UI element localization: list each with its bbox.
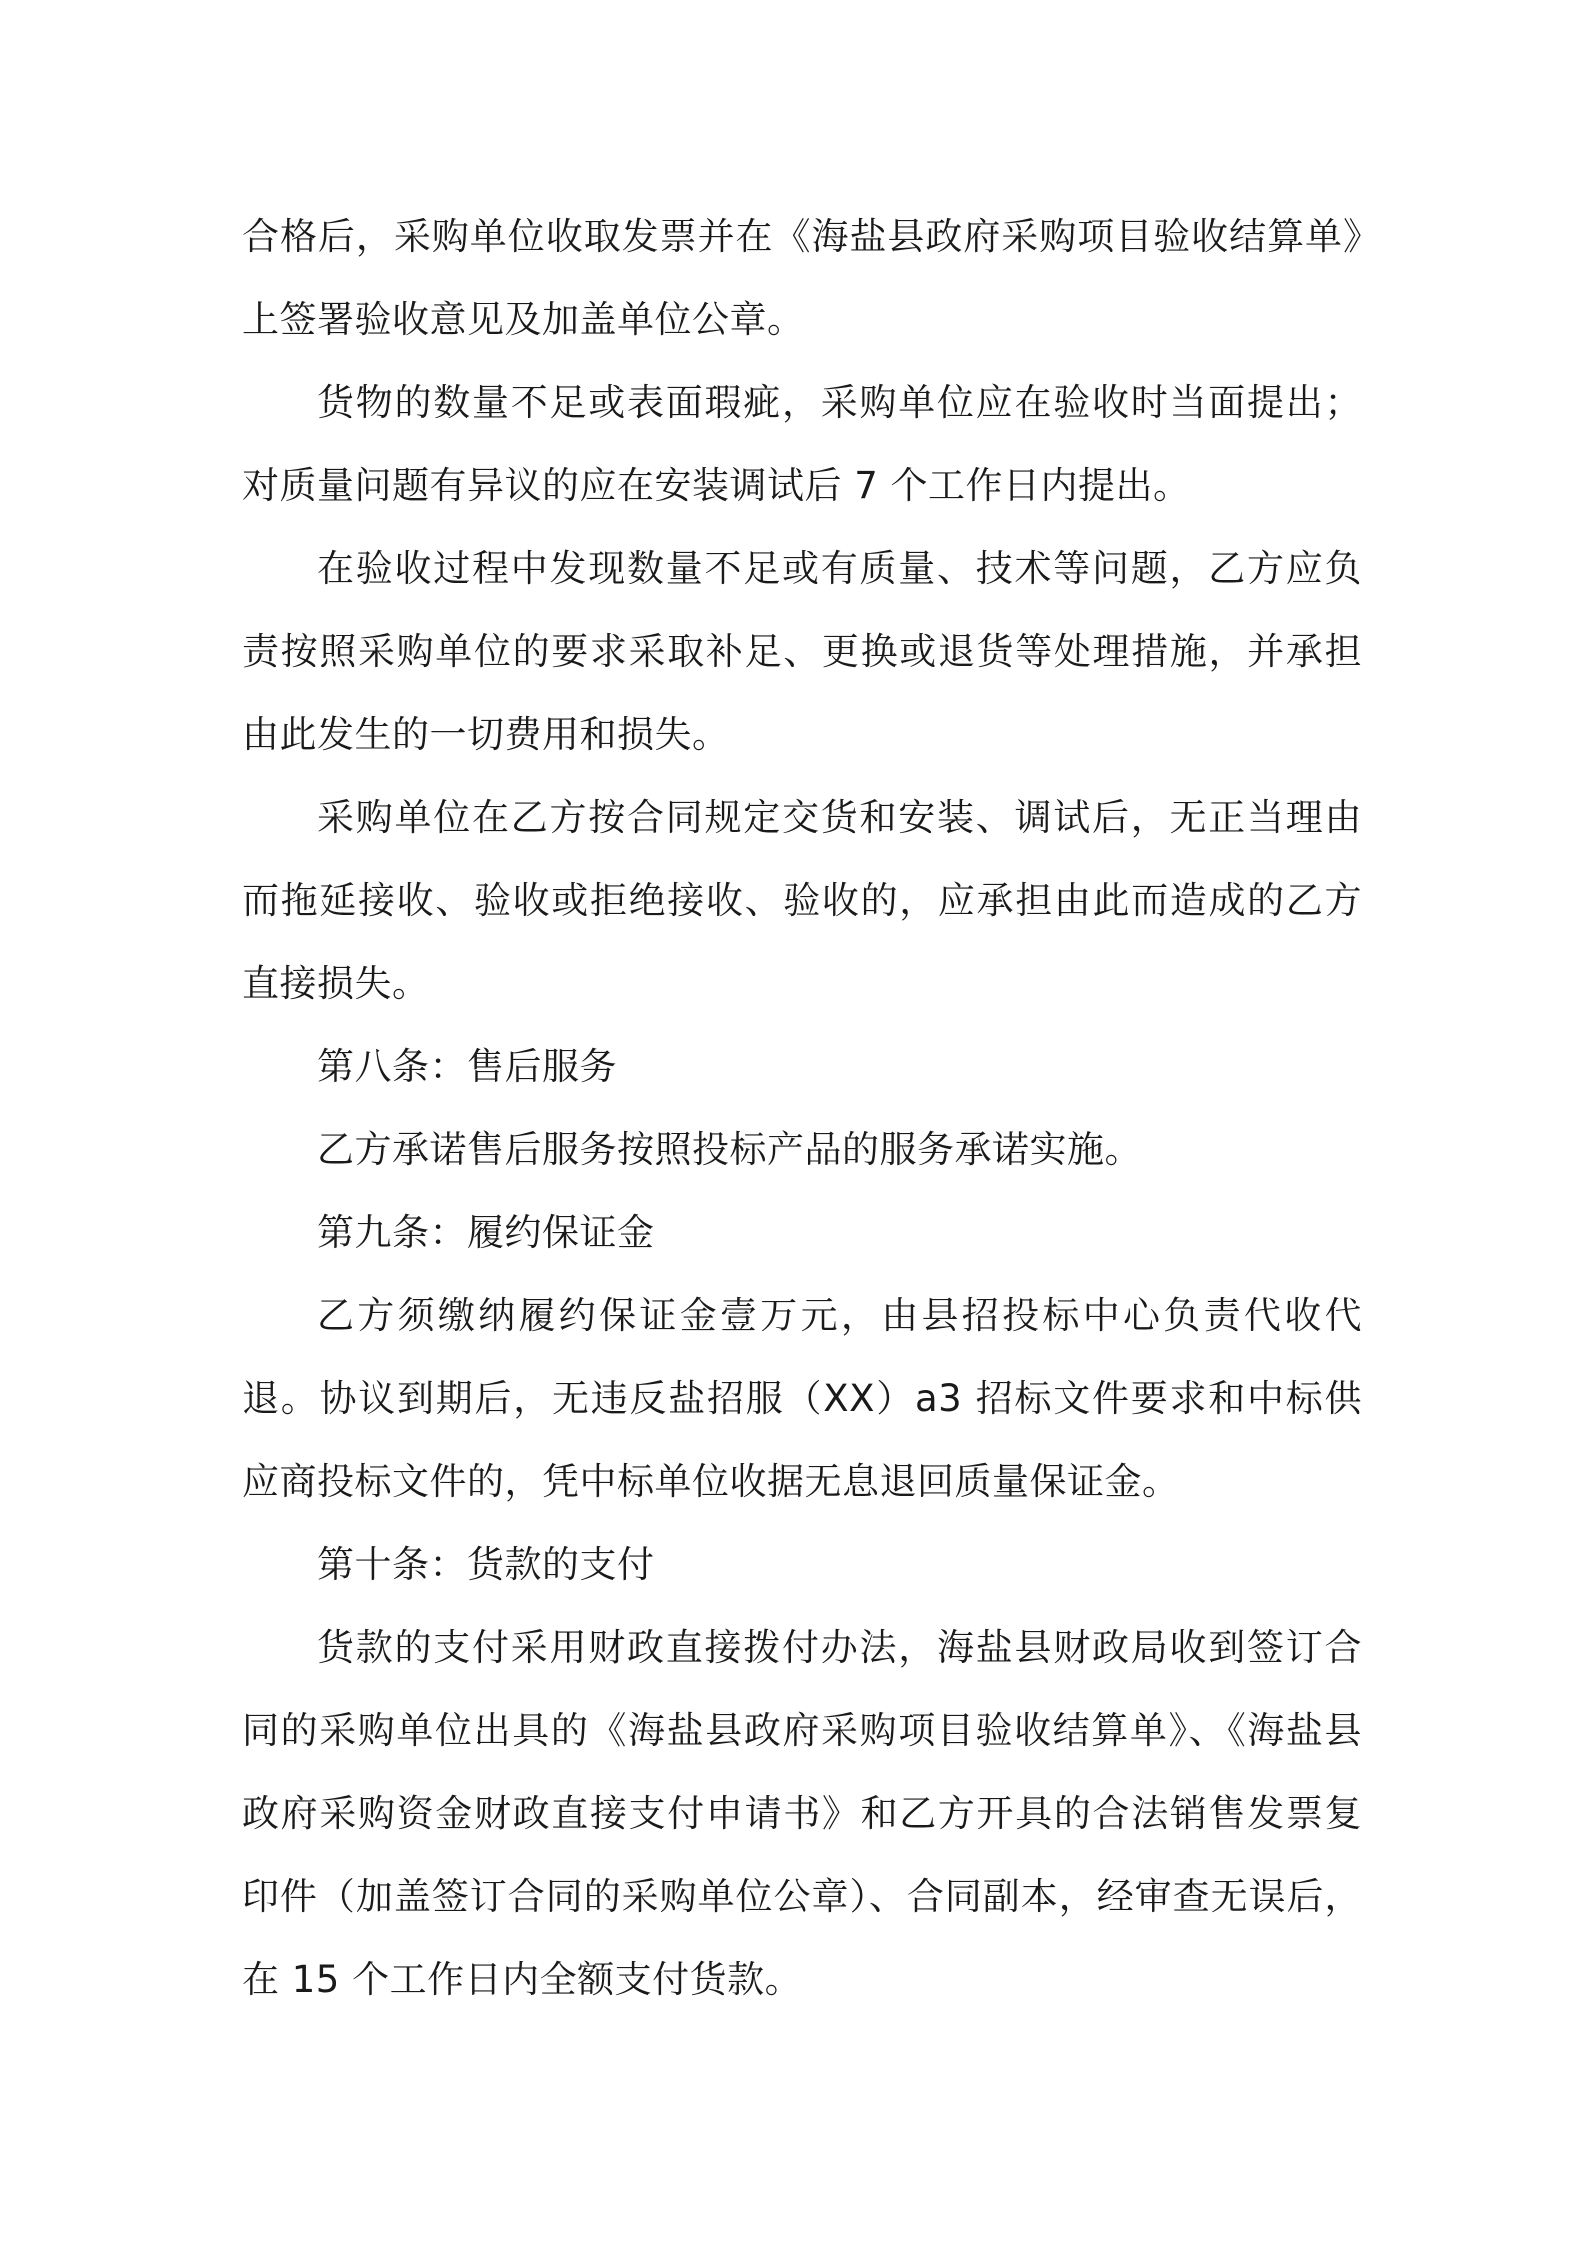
paragraph-acceptance-issues: 在验收过程中发现数量不足或有质量、技术等问题，乙方应负责按照采购单位的要求采取补足、更换或退货等处理措施，并承担由此发生的一切费用和损失。 xyxy=(242,547,1362,756)
paragraph-acceptance-signature: 合格后，采购单位收取发票并在《海盐县政府采购项目验收结算单》上签署验收意见及加盖单位公章。 xyxy=(242,215,1362,341)
paragraph-performance-bond: 乙方须缴纳履约保证金壹万元，由县招投标中心负责代收代退。协议到期后，无违反盐招服（XX）a3 招标文件要求和中标供应商投标文件的，凭中标单位收据无息退回质量保证金。 xyxy=(242,1294,1362,1503)
paragraph-payment: 货款的支付采用财政直接拨付办法，海盐县财政局收到签订合同的采购单位出具的《海盐县政府采购项目验收结算单》、《海盐县政府采购资金财政直接支付申请书》和乙方开具的合法销售发票复印件（加盖签订合同的采购单位公章）、合同副本，经审查无误后，在 15 个工作日内全额支付货款。 xyxy=(242,1626,1362,2001)
heading-article-10: 第十条：货款的支付 xyxy=(317,1543,655,1586)
heading-article-8: 第八条：售后服务 xyxy=(317,1045,617,1088)
document-page xyxy=(242,195,1362,2021)
paragraph-quantity-defects: 货物的数量不足或表面瑕疵，采购单位应在验收时当面提出；对质量问题有异议的应在安装调试后 7 个工作日内提出。 xyxy=(242,381,1362,507)
heading-article-9: 第九条：履约保证金 xyxy=(317,1211,655,1254)
paragraph-delay-liability: 采购单位在乙方按合同规定交货和安装、调试后，无正当理由而拖延接收、验收或拒绝接收、验收的，应承担由此而造成的乙方直接损失。 xyxy=(242,796,1362,1005)
paragraph-after-sales: 乙方承诺售后服务按照投标产品的服务承诺实施。 xyxy=(317,1128,1142,1171)
